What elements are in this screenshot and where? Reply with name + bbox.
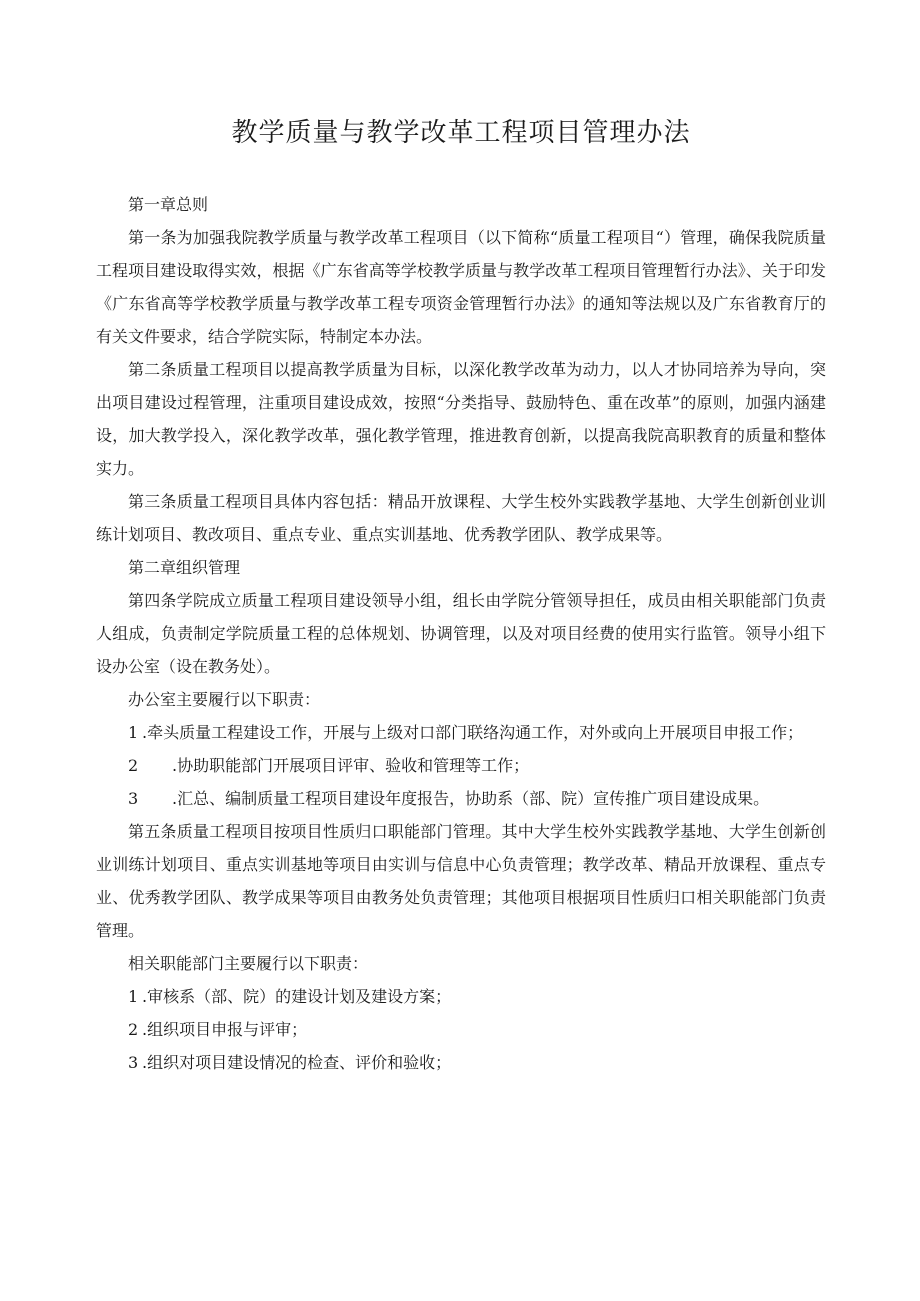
dept-duty-item xyxy=(96,980,826,1013)
list-number: 3 xyxy=(128,789,139,808)
article-5: 第五条质量工程项目按项目性质归口职能部门管理。其中大学生校外实践教学基地、大学生创新创业训练计划项目、重点实训基地等项目由实训与信息中心负责管理；教学改革、精品开放课程、重点专业、优秀教学团队、教学成果等项目由教务处负责管理；其他项目根据项目性质归口相关职能部门负责管理。 xyxy=(96,822,826,940)
list-number: 1 xyxy=(128,723,139,742)
document-title: 教学质量与教学改革工程项目管理办法 xyxy=(231,118,691,148)
list-number: 2 xyxy=(128,1020,139,1039)
list-text: .牵头质量工程建设工作，开展与上级对口部门联络沟通工作，对外或向上开展项目申报工作； xyxy=(142,723,804,742)
article-3: 第三条质量工程项目具体内容包括：精品开放课程、大学生校外实践教学基地、大学生创新创业训练计划项目、教改项目、重点专业、重点实训基地、优秀教学团队、教学成果等。 xyxy=(96,492,826,544)
chapter-2-heading: 第二章组织管理 xyxy=(128,558,241,577)
list-text: .组织对项目建设情况的检查、评价和验收； xyxy=(142,1053,452,1072)
article-2: 第二条质量工程项目以提高教学质量为目标，以深化教学改革为动力，以人才协同培养为导向，突出项目建设过程管理，注重项目建设成效，按照“分类指导、鼓励特色、重在改革”的原则，加强内涵建设，加大教学投入，深化教学改革，强化教学管理，推进教育创新，以提高我院高职教育的质量和整体实力。 xyxy=(96,360,826,478)
office-duty-item xyxy=(96,749,826,782)
list-number: 3 xyxy=(128,1053,139,1072)
dept-duties-intro: 相关职能部门主要履行以下职责： xyxy=(128,954,369,973)
office-duties-intro: 办公室主要履行以下职责： xyxy=(128,690,321,709)
office-duty-item xyxy=(96,782,826,815)
list-number: 2 xyxy=(128,756,139,775)
office-duty-item xyxy=(96,716,826,749)
list-text: .组织项目申报与评审； xyxy=(142,1020,308,1039)
article-4: 第四条学院成立质量工程项目建设领导小组，组长由学院分管领导担任，成员由相关职能部门负责人组成，负责制定学院质量工程的总体规划、协调管理，以及对项目经费的使用实行监管。领导小组下设办公室（设在教务处）。 xyxy=(96,591,826,676)
chapter-1-heading: 第一章总则 xyxy=(128,195,209,214)
dept-duty-item xyxy=(96,1013,826,1046)
dept-duty-item xyxy=(96,1046,826,1079)
list-number: 1 xyxy=(128,987,139,1006)
list-text: .审核系（部、院）的建设计划及建设方案； xyxy=(142,987,452,1006)
list-text: .汇总、编制质量工程项目建设年度报告，协助系（部、院）宣传推广项目建设成果。 xyxy=(172,789,770,808)
list-text: .协助职能部门开展项目评审、验收和管理等工作； xyxy=(172,756,530,775)
document-body xyxy=(96,188,826,1079)
article-1: 第一条为加强我院教学质量与教学改革工程项目（以下简称“质量工程项目“）管理，确保我院质量工程项目建设取得实效，根据《广东省高等学校教学质量与教学改革工程项目管理暂行办法》、关于印发《广东省高等学校教学质量与教学改革工程专项资金管理暂行办法》的通知等法规以及广东省教育厅的有关文件要求，结合学院实际，特制定本办法。 xyxy=(96,228,826,346)
